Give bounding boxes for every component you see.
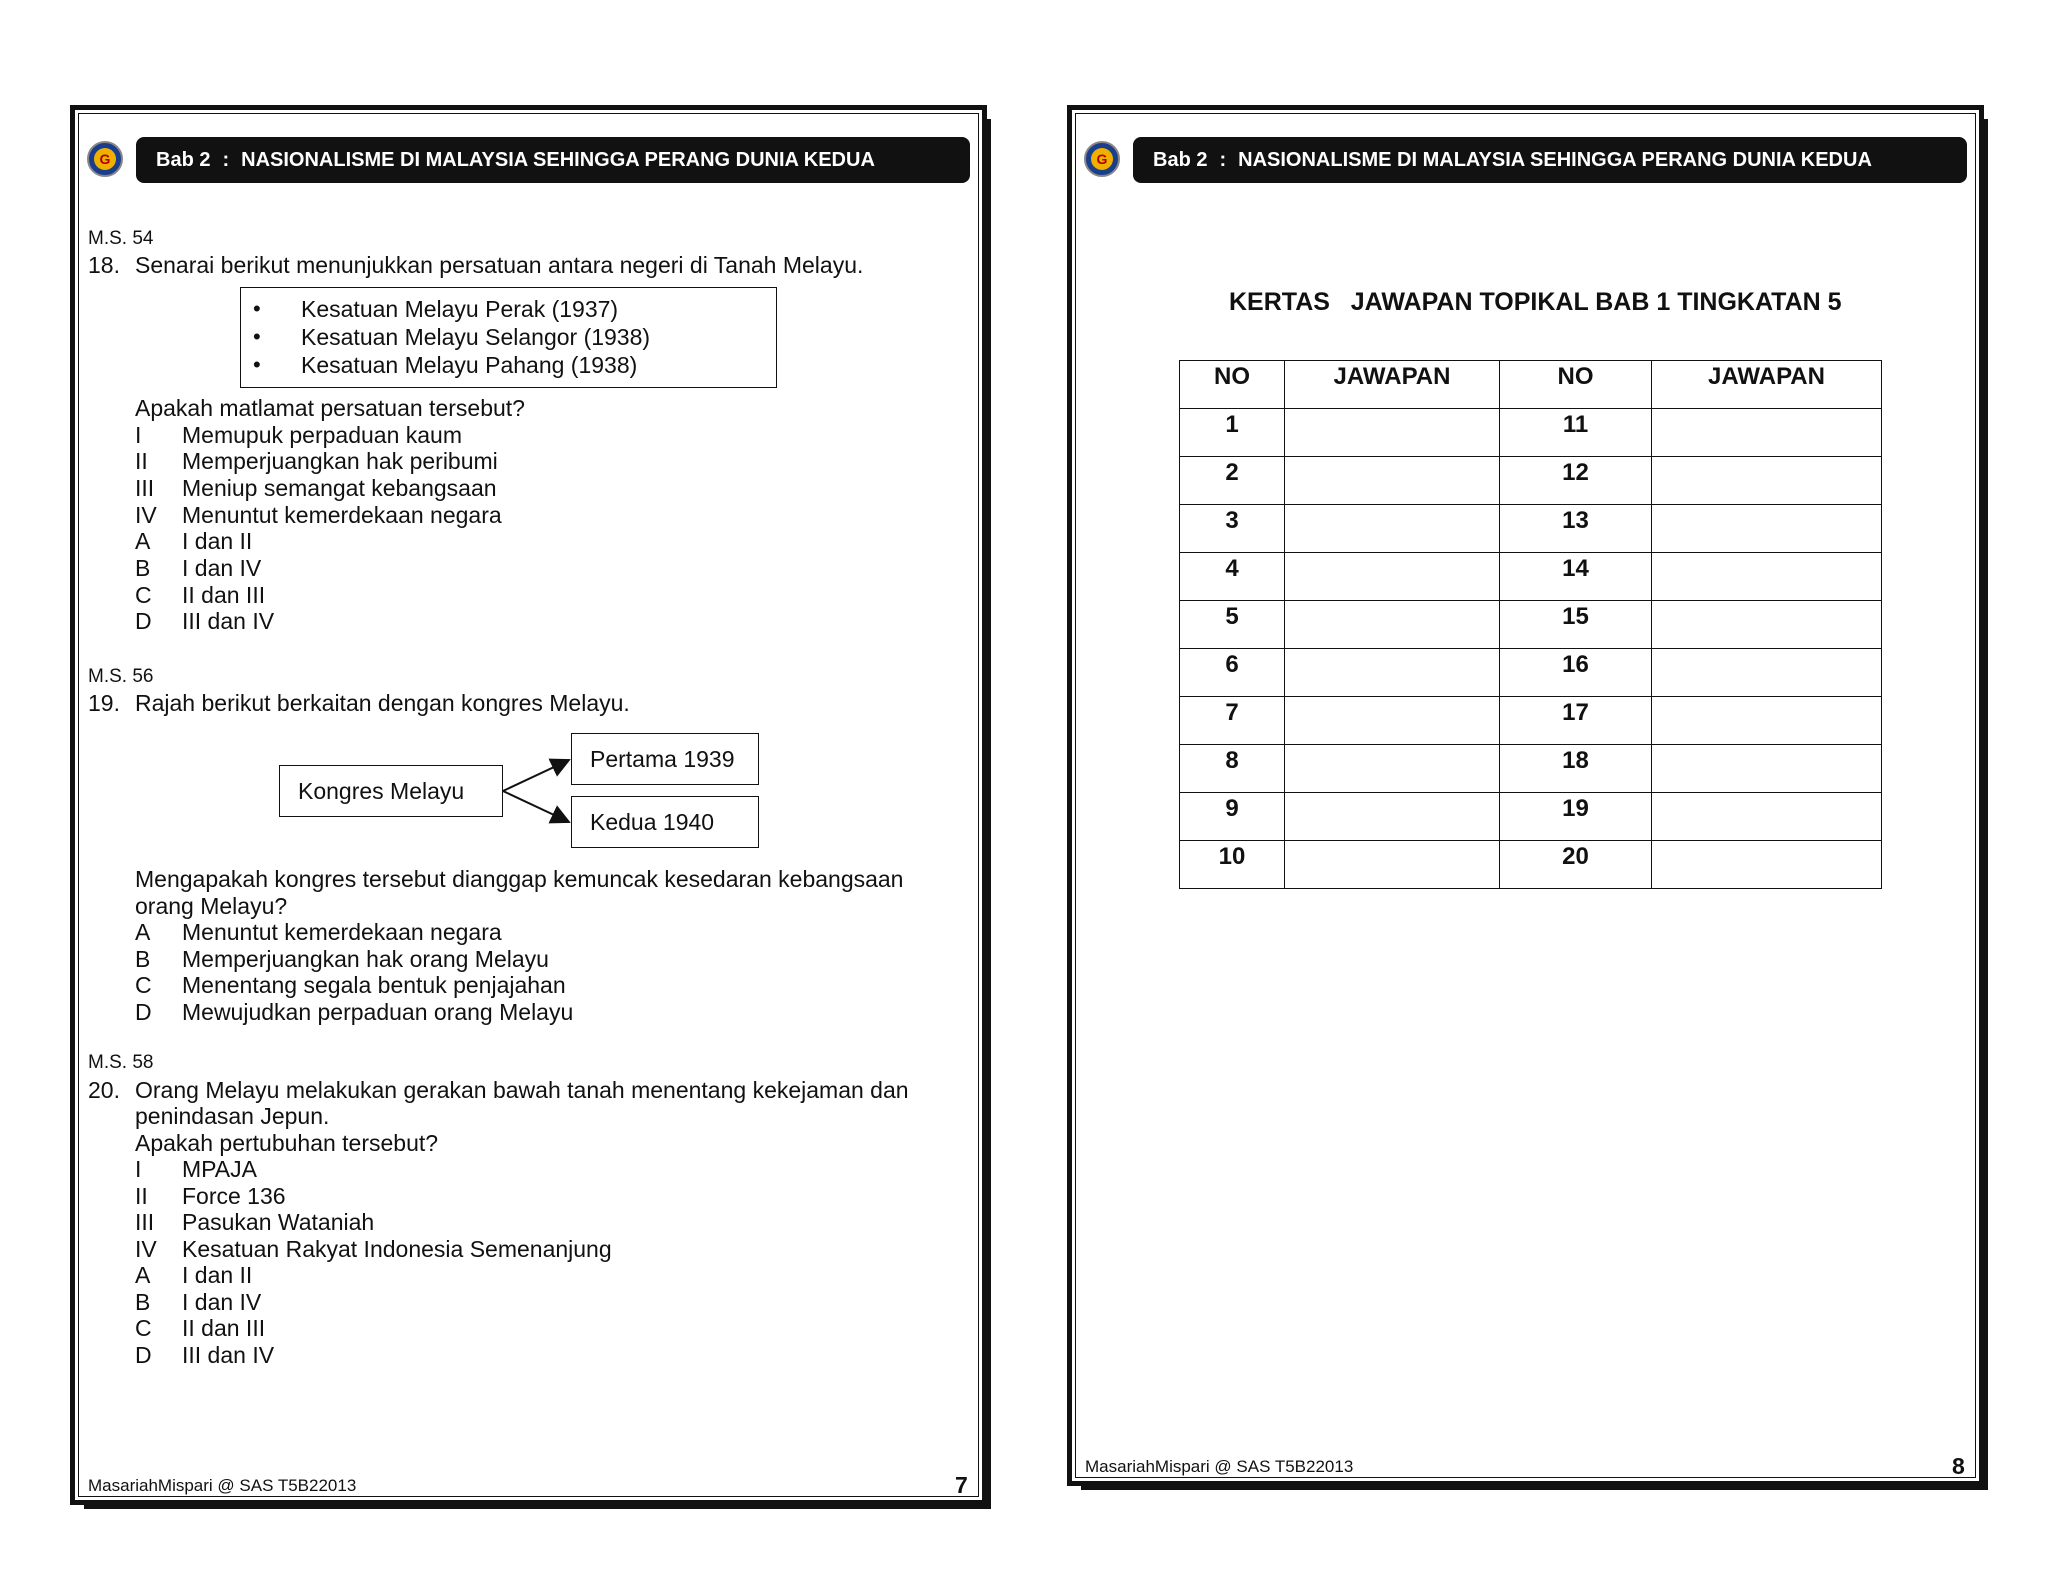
answer-cell[interactable] <box>1652 553 1882 601</box>
q18-number: 18. <box>88 252 120 278</box>
question-number-cell: 10 <box>1180 841 1285 889</box>
q19-option-text: Menuntut kemerdekaan negara <box>182 919 502 945</box>
school-logo-icon <box>1084 141 1120 177</box>
q20-statement-text: Pasukan Wataniah <box>182 1209 375 1235</box>
q18-statement-text: Menuntut kemerdekaan negara <box>182 502 502 528</box>
arrow-to-first-congress <box>503 760 569 791</box>
q18-option-label: A <box>135 528 151 554</box>
q20-option-text: III dan IV <box>182 1342 275 1368</box>
chapter-title: NASIONALISME DI MALAYSIA SEHINGGA PERANG DUNIA KEDUA <box>1238 149 1872 171</box>
chapter-separator: : <box>1219 149 1227 171</box>
question-number-cell: 8 <box>1180 745 1285 793</box>
logo-letter: G <box>94 148 116 170</box>
q20-stem-line-1: Orang Melayu melakukan gerakan bawah tanah menentang kekejaman dan <box>135 1077 909 1103</box>
q20-page-ref: M.S. 58 <box>88 1052 154 1073</box>
question-number-cell: 1 <box>1180 409 1285 457</box>
q20-statement-text: Force 136 <box>182 1183 286 1209</box>
table-row <box>1180 457 1882 505</box>
q18-bullet-2: Kesatuan Melayu Selangor (1938) <box>301 324 651 350</box>
question-number-cell: 19 <box>1500 793 1652 841</box>
q18-bullet-1: Kesatuan Melayu Perak (1937) <box>301 296 619 322</box>
q20-question: Apakah pertubuhan tersebut? <box>135 1130 439 1156</box>
q18-statement-label: III <box>135 475 155 501</box>
question-number-cell: 6 <box>1180 649 1285 697</box>
q20-statement-label: I <box>135 1156 142 1182</box>
answer-cell[interactable] <box>1285 553 1500 601</box>
page-footer: MasariahMispari @ SAS T5B22013 <box>1085 1457 1354 1476</box>
question-number-cell: 11 <box>1500 409 1652 457</box>
q19-page-ref: M.S. 56 <box>88 666 154 687</box>
q19-option-label: D <box>135 999 152 1025</box>
q18-statement-text: Memperjuangkan hak peribumi <box>182 448 498 474</box>
q18-question: Apakah matlamat persatuan tersebut? <box>135 395 525 421</box>
answer-table-header <box>1180 361 1882 409</box>
arrow-to-second-congress <box>503 791 569 822</box>
chapter-header <box>136 137 970 183</box>
answer-cell[interactable] <box>1652 457 1882 505</box>
answer-cell[interactable] <box>1285 745 1500 793</box>
bullet-icon: • <box>253 352 261 377</box>
q18-option-label: C <box>135 582 152 608</box>
q18-bullet-box <box>240 287 777 388</box>
table-row <box>1180 409 1882 457</box>
diagram-target-box: Kedua 1940 <box>571 796 759 848</box>
right-page <box>1067 105 1984 1486</box>
answer-cell[interactable] <box>1285 601 1500 649</box>
q20-number: 20. <box>88 1077 120 1103</box>
q18-option-text: III dan IV <box>182 608 275 634</box>
answer-sheet-title: KERTAS JAWAPAN TOPIKAL BAB 1 TINGKATAN 5 <box>1229 288 1842 316</box>
q19-option-text: Memperjuangkan hak orang Melayu <box>182 946 549 972</box>
q18-bullet-3: Kesatuan Melayu Pahang (1938) <box>301 352 638 378</box>
q19-number: 19. <box>88 690 120 716</box>
question-number-cell: 15 <box>1500 601 1652 649</box>
q18-statement-text: Meniup semangat kebangsaan <box>182 475 497 501</box>
chapter-separator: : <box>222 149 230 171</box>
table-row <box>1180 793 1882 841</box>
answer-cell[interactable] <box>1652 841 1882 889</box>
answer-cell[interactable] <box>1652 409 1882 457</box>
q20-option-text: I dan II <box>182 1262 253 1288</box>
chapter-number: Bab 2 <box>156 149 211 171</box>
question-number-cell: 3 <box>1180 505 1285 553</box>
q18-option-text: I dan IV <box>182 555 262 581</box>
q20-statement-label: III <box>135 1209 155 1235</box>
q20-option-text: I dan IV <box>182 1289 262 1315</box>
q20-statement-text: MPAJA <box>182 1156 257 1182</box>
question-number-cell: 14 <box>1500 553 1652 601</box>
column-header-answer: JAWAPAN <box>1285 361 1500 409</box>
school-logo-icon <box>87 141 123 177</box>
answer-cell[interactable] <box>1652 745 1882 793</box>
table-row <box>1180 697 1882 745</box>
q19-question-line-1: Mengapakah kongres tersebut dianggap kemuncak kesedaran kebangsaan <box>135 866 904 892</box>
q19-question-line-2: orang Melayu? <box>135 893 288 919</box>
q20-option-label: A <box>135 1262 151 1288</box>
answer-cell[interactable] <box>1285 505 1500 553</box>
answer-cell[interactable] <box>1652 601 1882 649</box>
question-number-cell: 17 <box>1500 697 1652 745</box>
q19-option-label: A <box>135 919 151 945</box>
q20-statement-text: Kesatuan Rakyat Indonesia Semenanjung <box>182 1236 612 1262</box>
q19-option-text: Mewujudkan perpaduan orang Melayu <box>182 999 574 1025</box>
q20-option-label: C <box>135 1315 152 1341</box>
logo-letter: G <box>1091 148 1113 170</box>
bullet-icon: • <box>253 296 261 321</box>
answer-cell[interactable] <box>1652 793 1882 841</box>
answer-cell[interactable] <box>1285 841 1500 889</box>
answer-cell[interactable] <box>1285 409 1500 457</box>
question-number-cell: 13 <box>1500 505 1652 553</box>
question-number-cell: 2 <box>1180 457 1285 505</box>
q20-stem-line-2: penindasan Jepun. <box>135 1103 330 1129</box>
question-number-cell: 12 <box>1500 457 1652 505</box>
column-header-answer: JAWAPAN <box>1652 361 1882 409</box>
question-number-cell: 5 <box>1180 601 1285 649</box>
question-number-cell: 7 <box>1180 697 1285 745</box>
q20-option-label: D <box>135 1342 152 1368</box>
q18-statement-text: Memupuk perpaduan kaum <box>182 422 462 448</box>
question-number-cell: 16 <box>1500 649 1652 697</box>
q20-option-text: II dan III <box>182 1315 266 1341</box>
page-footer: MasariahMispari @ SAS T5B22013 <box>88 1476 357 1495</box>
question-number-cell: 9 <box>1180 793 1285 841</box>
chapter-title: NASIONALISME DI MALAYSIA SEHINGGA PERANG DUNIA KEDUA <box>241 149 875 171</box>
q20-statement-label: IV <box>135 1236 157 1262</box>
answer-table <box>1179 360 1882 889</box>
q18-stem: Senarai berikut menunjukkan persatuan antara negeri di Tanah Melayu. <box>135 252 864 278</box>
table-row <box>1180 601 1882 649</box>
table-row <box>1180 649 1882 697</box>
q18-option-label: B <box>135 555 151 581</box>
q18-statement-label: I <box>135 422 142 448</box>
answer-cell[interactable] <box>1652 505 1882 553</box>
diagram-arrows <box>503 750 573 830</box>
table-row <box>1180 841 1882 889</box>
q19-option-label: B <box>135 946 151 972</box>
chapter-number: Bab 2 <box>1153 149 1208 171</box>
q18-option-text: I dan II <box>182 528 253 554</box>
q18-statement-label: II <box>135 448 148 474</box>
answer-cell[interactable] <box>1285 697 1500 745</box>
answer-cell[interactable] <box>1285 457 1500 505</box>
q18-page-ref: M.S. 54 <box>88 228 154 249</box>
answer-cell[interactable] <box>1285 793 1500 841</box>
question-number-cell: 18 <box>1500 745 1652 793</box>
diagram-target-box: Pertama 1939 <box>571 733 759 785</box>
left-page <box>70 105 987 1505</box>
answer-cell[interactable] <box>1652 697 1882 745</box>
column-header-no: NO <box>1500 361 1652 409</box>
table-row <box>1180 505 1882 553</box>
table-row <box>1180 553 1882 601</box>
table-row <box>1180 745 1882 793</box>
bullet-icon: • <box>253 324 261 349</box>
q18-option-label: D <box>135 608 152 634</box>
question-number-cell: 20 <box>1500 841 1652 889</box>
answer-cell[interactable] <box>1652 649 1882 697</box>
q18-statement-label: IV <box>135 502 157 528</box>
question-number-cell: 4 <box>1180 553 1285 601</box>
q20-statement-label: II <box>135 1183 148 1209</box>
answer-cell[interactable] <box>1285 649 1500 697</box>
q18-option-text: II dan III <box>182 582 266 608</box>
page-number: 8 <box>1952 1453 1965 1479</box>
chapter-header <box>1133 137 1967 183</box>
q19-stem: Rajah berikut berkaitan dengan kongres Melayu. <box>135 690 630 716</box>
column-header-no: NO <box>1180 361 1285 409</box>
page-number: 7 <box>955 1472 968 1498</box>
diagram-source-box: Kongres Melayu <box>279 765 503 817</box>
q20-option-label: B <box>135 1289 151 1315</box>
q19-option-text: Menentang segala bentuk penjajahan <box>182 972 566 998</box>
q19-option-label: C <box>135 972 152 998</box>
